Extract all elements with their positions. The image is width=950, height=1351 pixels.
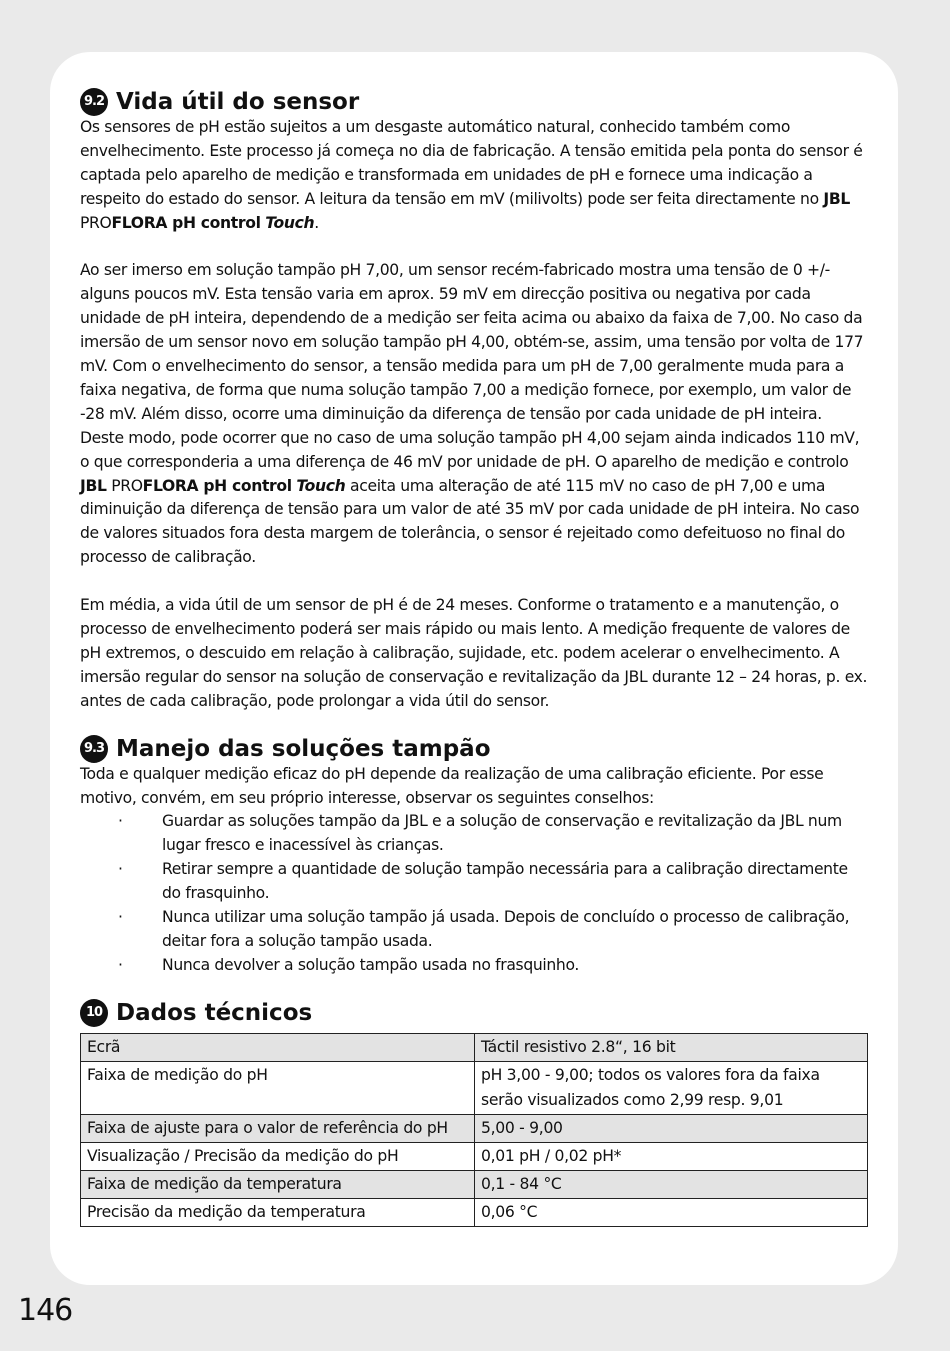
section-title-10 (80, 999, 870, 1027)
page-number: 146 (18, 1293, 73, 1328)
spec-label: Visualização / Precisão da medição do pH (81, 1142, 475, 1170)
spec-value: Táctil resistivo 2.8“, 16 bit (475, 1033, 868, 1061)
paragraph-sensor-voltage: Ao ser imerso em solução tampão pH 7,00, um sensor recém-fabricado mostra uma tensão de 0 +/- alguns poucos mV. Esta tensão varia em aprox. 59 mV em direcção positiva ou negativa por cada unidade de pH inteira, dependendo de a medição ser feita acima ou abaixo da faixa de 7,00. No caso da imersão de um sensor novo em solução tampão pH 4,00, obtém-se, assim, uma tensão por volta de 177 mV. Com o envelhecimento do sensor, a tensão medida para um pH de 7,00 geralmente muda para a faixa negativa, de forma que numa solução tampão 7,00 a medição fornece, por exemplo, um valor de -28 mV. Além disso, ocorre uma diminuição da diferença de tensão por cada unidade de pH inteira. Deste modo, pode ocorrer que no caso de uma solução tampão pH 4,00 sejam ainda indicados 110 mV, o que corresponderia a uma diferença de 46 mV por unidade de pH. O aparelho de medição e controlo JBL PROFLORA pH control Touch aceita uma alteração de até 115 mV no caso de pH 7,00 e uma diminuição da diferença de tensão para um valor de até 35 mV por cada unidade de pH inteira. No caso de valores situados fora desta margem de tolerância, o sensor é rejeitado como defeituoso no final do processo de calibração. (80, 261, 864, 567)
brand-touch: Touch (296, 476, 346, 495)
table-row (81, 1114, 868, 1142)
section-title-text: Dados técnicos (116, 999, 313, 1026)
section-title-text: Manejo das soluções tampão (116, 735, 491, 762)
list-item: · Guardar as soluções tampão da JBL e a solução de conservação e revitalização da JBL num lugar fresco e inacessível às crianças. (118, 812, 842, 855)
spec-value: pH 3,00 - 9,00; todos os valores fora da faixa serão visualizados como 2,99 resp. 9,01 (475, 1061, 868, 1114)
bullet-dot: · (118, 860, 123, 879)
brand-pro: PRO (80, 213, 112, 232)
table-row (81, 1198, 868, 1226)
brand-flora: FLORA pH control (142, 476, 292, 495)
page-content (80, 88, 870, 1227)
table-row (81, 1142, 868, 1170)
paragraph-sensor-aging: Os sensores de pH estão sujeitos a um desgaste automático natural, conhecido também como envelhecimento. Este processo já começa no dia de fabricação. A tensão emitida pela ponta do sensor é captada pelo aparelho de medição e transformada em unidades de pH e fornece uma indicação a respeito do estado do sensor. A leitura da tensão em mV (milivolts) pode ser feita directamente no JBL PROFLORA pH control Touch. (80, 118, 863, 232)
table-row (81, 1033, 868, 1061)
spec-label: Faixa de medição da temperatura (81, 1170, 475, 1198)
list-item: · Nunca utilizar uma solução tampão já usada. Depois de concluído o processo de calibração, deitar fora a solução tampão usada. (118, 908, 850, 950)
list-item: · Retirar sempre a quantidade de solução tampão necessária para a calibração directamente do frasquinho. (118, 860, 848, 903)
section-title-9-3 (80, 735, 870, 763)
section-number-badge: 9.2 (80, 88, 108, 116)
section-title-text: Vida útil do sensor (116, 89, 360, 115)
spec-label: Precisão da medição da temperatura (81, 1198, 475, 1226)
section-title-9-2 (80, 88, 870, 116)
bullet-dot: · (118, 908, 123, 927)
brand-jbl: JBL (80, 476, 107, 495)
table-row (81, 1061, 868, 1114)
bullet-dot: · (118, 812, 123, 831)
brand-pro: PRO (111, 476, 143, 495)
spec-value: 0,06 °C (475, 1198, 868, 1226)
brand-touch: Touch (265, 213, 315, 232)
list-item: · Nunca devolver a solução tampão usada no frasquinho. (80, 954, 870, 978)
buffer-advice-list (80, 810, 870, 977)
paragraph-buffer-intro: Toda e qualquer medição eficaz do pH depende da realização de uma calibração eficiente. Por esse motivo, convém, em seu próprio interesse, observar os seguintes conselhos: (80, 764, 824, 807)
spec-label: Faixa de medição do pH (81, 1061, 475, 1114)
spec-value: 0,1 - 84 °C (475, 1170, 868, 1198)
brand-jbl: JBL (823, 189, 850, 208)
bullet-dot: · (118, 955, 123, 974)
brand-flora: FLORA pH control (111, 213, 261, 232)
spec-label: Ecrã (81, 1033, 475, 1061)
spec-value: 5,00 - 9,00 (475, 1114, 868, 1142)
spec-value: 0,01 pH / 0,02 pH* (475, 1142, 868, 1170)
table-row (81, 1170, 868, 1198)
section-number-badge: 10 (80, 999, 108, 1027)
spec-label: Faixa de ajuste para o valor de referência do pH (81, 1114, 475, 1142)
technical-data-table (80, 1033, 868, 1227)
paragraph-sensor-lifespan: Em média, a vida útil de um sensor de pH é de 24 meses. Conforme o tratamento e a manutenção, o processo de envelhecimento poderá ser mais rápido ou mais lento. A medição frequente de valores de pH extremos, o descuido em relação à calibração, sujidade, etc. podem acelerar o envelhecimento. A imersão regular do sensor na solução de conservação e revitalização da JBL durante 12 – 24 horas, p. ex. antes de cada calibração, pode prolongar a vida útil do sensor. (80, 596, 868, 710)
section-number-badge: 9.3 (80, 735, 108, 763)
